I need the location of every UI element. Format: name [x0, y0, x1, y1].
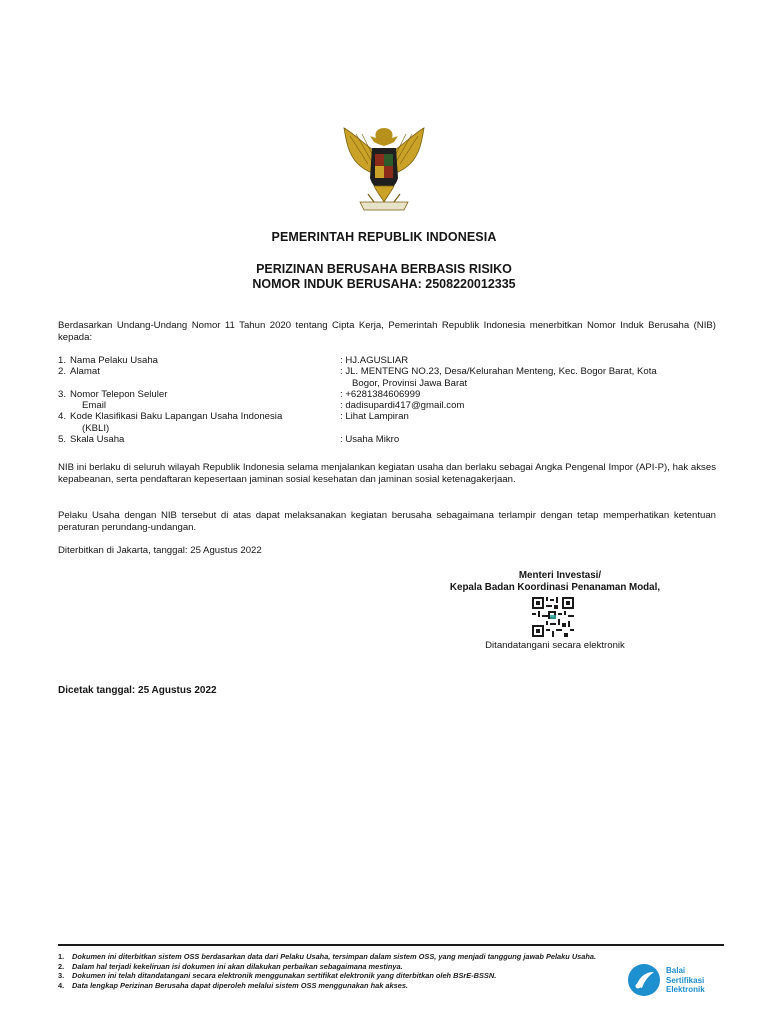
field-label: (KBLI) — [82, 422, 110, 434]
field-row-name — [58, 355, 718, 366]
printed-date: Dicetak tanggal: 25 Agustus 2022 — [58, 685, 217, 696]
field-number: 1. — [58, 355, 67, 366]
bsre-logo — [626, 962, 726, 1002]
qr-code-icon — [532, 597, 574, 637]
field-row-kbli — [58, 411, 718, 422]
obligation-paragraph: Pelaku Usaha dengan NIB tersebut di atas dapat melaksanakan kegiatan berusaha sebagaimana terlampir dengan tetap memperhatikan ketentuan peraturan perundang-undangan. — [58, 510, 716, 533]
footnotes — [58, 952, 628, 990]
validity-paragraph: NIB ini berlaku di seluruh wilayah Republik Indonesia selama menjalankan kegiatan usaha dan berlaku sebagai Angka Pengenal Impor (API-P), hak akses kepabeanan, serta pendaftaran kepesertaan jaminan sosial kesehatan dan jaminan sosial ketenagakerjaan. — [58, 462, 716, 485]
field-label: Nomor Telepon Seluler — [70, 388, 168, 400]
field-value: : dadisupardi417@gmail.com — [340, 400, 465, 412]
field-label: Nama Pelaku Usaha — [70, 355, 158, 366]
intro-paragraph: Berdasarkan Undang-Undang Nomor 11 Tahun 2020 tentang Cipta Kerja, Pemerintah Republik Indonesia menerbitkan Nomor Induk Berusaha (NIB) kepada: — [58, 320, 716, 343]
footer — [58, 944, 724, 1020]
footnote-item: 2. Dalam hal terjadi kekeliruan isi dokumen ini akan dilakukan perbaikan sebagaimana mestinya. — [58, 961, 403, 971]
field-value: : JL. MENTENG NO.23, Desa/Kelurahan Menteng, Kec. Bogor Barat, Kota — [340, 366, 657, 378]
field-row-address-cont — [58, 378, 718, 389]
field-label: Kode Klasifikasi Baku Lapangan Usaha Indonesia — [70, 411, 283, 423]
field-number: 5. — [58, 434, 67, 446]
signatory-title-2: Kepala Badan Koordinasi Penanaman Modal, — [449, 582, 661, 593]
field-number: 2. — [58, 366, 67, 378]
footnote-item: 4. Data lengkap Perizinan Berusaha dapat diperoleh melalui sistem OSS menggunakan hak akses. — [58, 980, 408, 990]
field-number — [58, 400, 70, 411]
field-row-address — [58, 366, 718, 377]
business-details — [58, 355, 718, 445]
footnote-item: 3. Dokumen ini telah ditandatangani secara elektronik menggunakan sertifikat elektronik yang diterbitkan oleh BSrE-BSSN. — [58, 971, 497, 981]
field-label: Email — [82, 400, 106, 412]
field-row-email — [58, 400, 718, 411]
electronic-signature-note: Ditandatangani secara elektronik — [485, 640, 625, 651]
field-value: : +6281384606999 — [340, 388, 421, 400]
nib-number: NOMOR INDUK BERUSAHA: 2508220012335 — [252, 277, 516, 291]
signatory-title-1: Menteri Investasi/ — [518, 570, 602, 581]
field-row-scale — [58, 434, 718, 445]
field-label: Alamat — [70, 366, 100, 378]
field-row-kbli-cont — [58, 423, 718, 434]
field-number: 3. — [58, 388, 67, 400]
government-heading: PEMERINTAH REPUBLIK INDONESIA — [271, 230, 497, 244]
bsre-label: Balai Sertifikasi Elektronik — [666, 966, 705, 994]
field-value: : Usaha Mikro — [340, 434, 400, 446]
field-number: 4. — [58, 411, 67, 423]
footnote-item: 1. Dokumen ini diterbitkan sistem OSS berdasarkan data dari Pelaku Usaha, tersimpan dalam sistem OSS, yang menjadi tanggung jawab Pelaku Usaha. — [58, 952, 597, 961]
field-value: : HJ.AGUSLIAR — [340, 355, 409, 366]
garuda-emblem-icon — [338, 124, 430, 216]
document-title: PERIZINAN BERUSAHA BERBASIS RISIKO — [256, 262, 512, 276]
field-value: : Lihat Lampiran — [340, 411, 409, 423]
signature-block — [405, 570, 705, 594]
field-label: Skala Usaha — [70, 434, 125, 446]
issued-date: Diterbitkan di Jakarta, tanggal: 25 Agustus 2022 — [58, 545, 262, 556]
bsre-emblem-icon — [626, 962, 662, 998]
field-row-phone — [58, 389, 718, 400]
field-value: Bogor, Provinsi Jawa Barat — [352, 377, 468, 389]
